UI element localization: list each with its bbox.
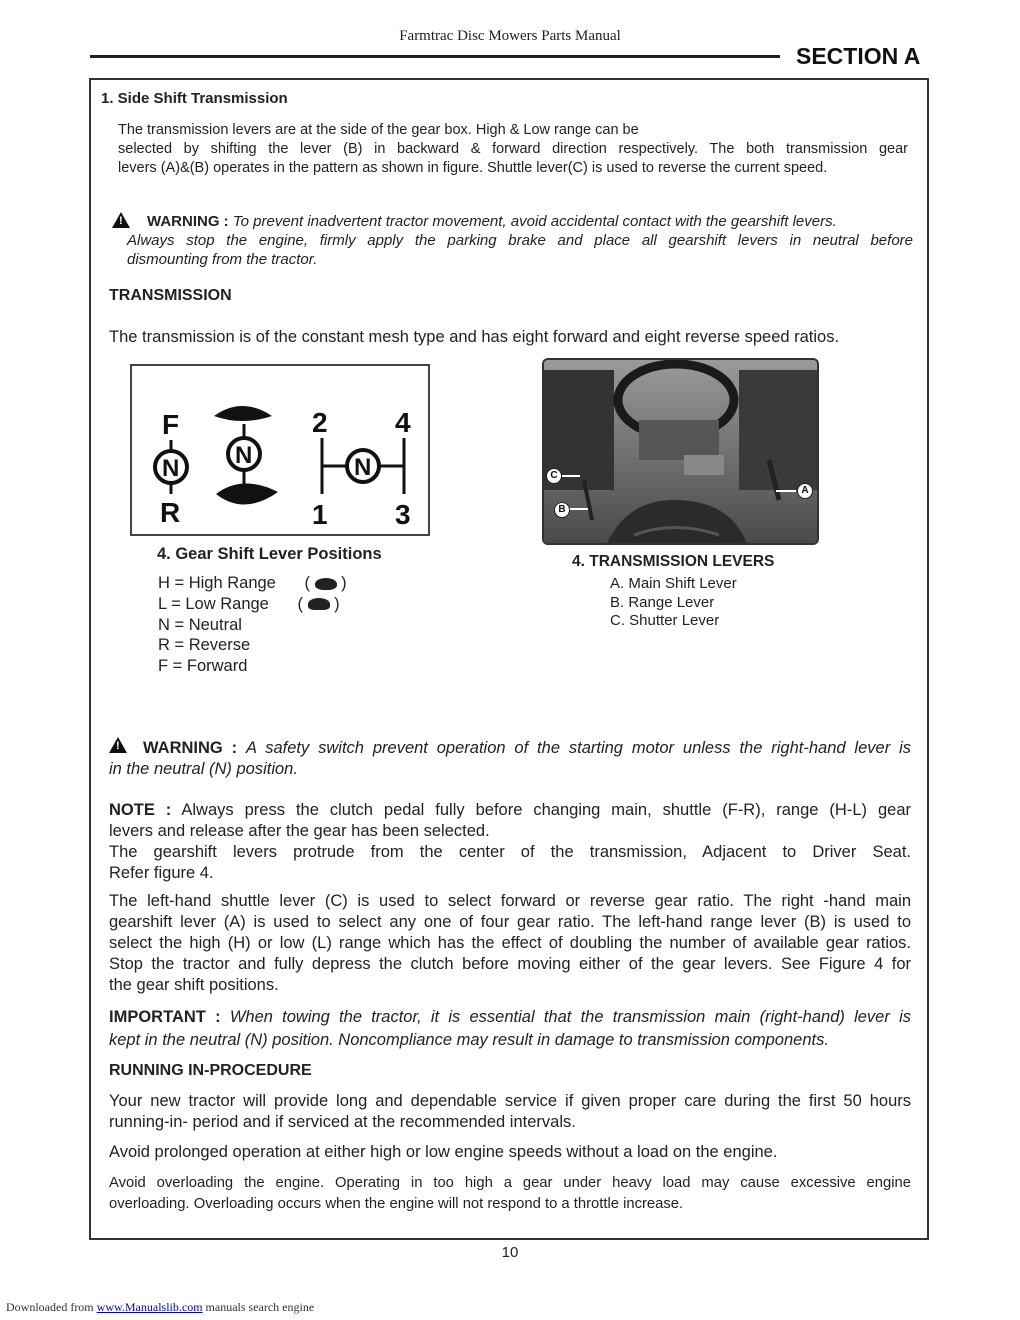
levers-figure-caption: 4. TRANSMISSION LEVERS: [572, 553, 775, 570]
warning-text-2: Always stop the engine, firmly apply the parking brake and place all gearshift levers in neutral before: [127, 232, 913, 249]
note-line-3: The gearshift levers protrude from the center of the transmission, Adjacent to Driver Seat.: [109, 843, 911, 861]
warning-2-label: WARNING :: [143, 739, 238, 757]
running-p3-line-2: overloading. Overloading occurs when the engine will not respond to a throttle increase.: [109, 1196, 684, 1212]
important-block: [109, 1006, 911, 1052]
legend-item-reverse: R = Reverse: [158, 636, 251, 655]
shuttle-f-letter: F: [162, 409, 180, 440]
levers-list: [610, 575, 737, 631]
side-shift-line-2: selected by shifting the lever (B) in backward & forward direction respectively. The both transmission gear: [118, 141, 908, 157]
hare-icon: [315, 578, 337, 590]
page-number: 10: [501, 1244, 519, 1261]
shuttle-n-letter: N: [162, 455, 180, 482]
warning-label: WARNING :: [147, 213, 229, 230]
lever-a-pointer: [776, 490, 796, 492]
lever-item-b: B. Range Lever: [610, 593, 715, 611]
running-p1-line-1: Your new tractor will provide long and dependable service if given proper care during the first 50 hours: [109, 1092, 911, 1110]
range-n-letter: N: [235, 442, 253, 469]
transmission-levers-photo: [542, 358, 819, 545]
gear-1-label: 1: [312, 499, 328, 530]
shuttle-line-3: select the high (H) or low (L) range which has the effect of doubling the number of available gear ratios.: [109, 934, 911, 952]
shuttle-line-2: gearshift lever (A) is used to select any one of four gear ratio. The left-hand range lever (B) is used to: [109, 913, 911, 931]
note-line-1: Always press the clutch pedal fully before changing main, shuttle (F-R), range (H-L) gear: [181, 801, 912, 819]
warning-text-1: To prevent inadvertent tractor movement, avoid accidental contact with the gearshift levers.: [232, 213, 837, 230]
important-label: IMPORTANT :: [109, 1008, 221, 1026]
header-rule: [90, 55, 780, 58]
transmission-heading: TRANSMISSION: [109, 287, 232, 304]
warning-2-line-1: A safety switch prevent operation of the starting motor unless the right-hand lever is: [245, 739, 911, 757]
legend-item-low: L = Low Range ( ): [158, 594, 340, 613]
lever-c-marker: C: [546, 468, 562, 484]
lever-item-c: C. Shutter Lever: [610, 612, 720, 629]
lever-a-marker: A: [797, 483, 813, 499]
note-block: [109, 800, 911, 884]
running-p1-line-2: running-in- period and if serviced at the recommended intervals.: [109, 1113, 576, 1131]
warning-block-1: [127, 212, 913, 269]
important-line-1: When towing the tractor, it is essential that the transmission main (right-hand) lever is: [229, 1008, 911, 1026]
transmission-text: The transmission is of the constant mesh type and has eight forward and eight reverse speed ratios.: [109, 328, 840, 346]
note-line-2: levers and release after the gear has been selected.: [109, 822, 490, 840]
shuttle-line-4: Stop the tractor and fully depress the clutch before moving either of the gear levers. See Figure 4 for: [109, 955, 911, 973]
legend-item-forward: F = Forward: [158, 657, 248, 676]
lever-item-a: A. Main Shift Lever: [610, 575, 737, 592]
running-in-paragraph-2: Avoid prolonged operation at either high or low engine speeds without a load on the engine.: [109, 1143, 778, 1161]
manual-title: Farmtrac Disc Mowers Parts Manual: [399, 28, 621, 44]
running-in-paragraph-1: [109, 1091, 911, 1133]
warning-2-line-2: in the neutral (N) position.: [109, 760, 298, 778]
gear-shift-diagram: [130, 364, 430, 536]
note-line-4: Refer figure 4.: [109, 864, 214, 882]
lever-c-pointer: [562, 475, 580, 477]
warning-text-3: dismounting from the tractor.: [127, 251, 318, 268]
legend-item-neutral: N = Neutral: [158, 615, 242, 634]
important-line-2: kept in the neutral (N) position. Noncompliance may result in damage to transmission components.: [109, 1031, 829, 1049]
gear-figure-caption: 4. Gear Shift Lever Positions: [157, 545, 382, 563]
gear-pattern-graphic: [132, 366, 428, 534]
side-shift-line-1: The transmission levers are at the side of the gear box. High & Low range can be: [118, 122, 639, 138]
shuttle-r-letter: R: [160, 497, 181, 528]
download-note: Downloaded from www.Manualslib.com manuals search engine: [6, 1300, 315, 1314]
section-label: SECTION A: [796, 43, 921, 69]
lever-b-marker: B: [554, 502, 570, 518]
shuttle-paragraph: [109, 891, 911, 996]
tortoise-icon: [308, 598, 330, 610]
running-in-heading: RUNNING IN-PROCEDURE: [109, 1062, 312, 1079]
tractor-photo-graphic: [544, 360, 817, 543]
side-shift-paragraph: [118, 121, 908, 178]
gear-n-letter: N: [354, 454, 372, 481]
shuttle-line-1: The left-hand shuttle lever (C) is used to select forward or reverse gear ratio. The right -hand main: [109, 892, 911, 910]
gear-4-label: 4: [395, 407, 411, 438]
warning-block-2: [109, 738, 911, 780]
legend-item-high: H = High Range ( ): [158, 574, 347, 592]
lever-b-pointer: [570, 508, 588, 510]
running-in-paragraph-3: [109, 1173, 911, 1215]
note-label: NOTE :: [109, 801, 172, 819]
running-p3-line-1: Avoid overloading the engine. Operating in too high a gear under heavy load may cause excessive engine: [109, 1175, 911, 1191]
gear-2-label: 2: [312, 407, 328, 438]
shuttle-line-5: the gear shift positions.: [109, 976, 279, 994]
gear-legend: [158, 573, 347, 677]
side-shift-heading: 1. Side Shift Transmission: [101, 90, 288, 107]
side-shift-line-3: levers (A)&(B) operates in the pattern as shown in figure. Shuttle lever(C) is used to reverse the current speed.: [118, 160, 828, 176]
gear-3-label: 3: [395, 499, 411, 530]
manualslib-link[interactable]: www.Manualslib.com: [96, 1300, 203, 1314]
